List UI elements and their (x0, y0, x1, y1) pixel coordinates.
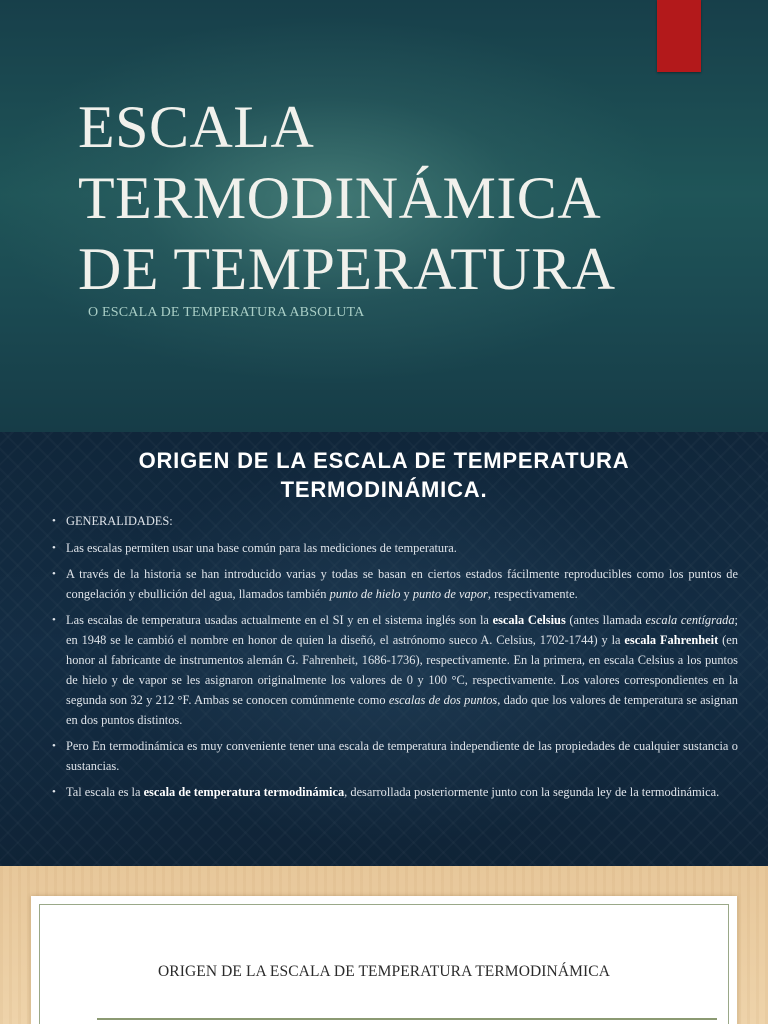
content-slide-title: ORIGEN DE LA ESCALA DE TEMPERATURA TERMODINÁMICA. (138, 448, 630, 502)
italic-term: punto de vapor (412, 587, 488, 601)
bullet-list (52, 511, 738, 808)
section-slide (0, 866, 768, 1024)
bold-term: escala de temperatura termodinámica (143, 785, 345, 799)
slide-title-line: ESCALA (78, 94, 315, 160)
red-accent-tab (657, 0, 701, 72)
bullet-text: Pero En termodinámica es muy conveniente tener una escala de temperatura independiente de las propiedades de cualquier sustancia o sustancias. (66, 739, 738, 773)
bold-term: escala Celsius (492, 613, 566, 627)
bullet-text: , desarrollada posteriormente junto con la segunda ley de la termodinámica. (344, 785, 720, 799)
bullet-item (52, 538, 738, 558)
divider (97, 1018, 717, 1020)
section-card (31, 896, 737, 1024)
bullet-text: (antes llamada (565, 613, 646, 627)
bullet-item (52, 610, 738, 730)
bullet-item (52, 564, 738, 604)
bullet-item (52, 511, 738, 531)
bullet-text: Las escalas permiten usar una base común para las mediciones de temperatura. (66, 541, 457, 555)
card-frame (39, 904, 729, 1024)
bullet-text: Tal escala es la (66, 785, 144, 799)
title-slide (0, 0, 768, 432)
bullet-text: A través de la historia se han introducido varias y todas se basan en ciertos estados fácilmente reproducibles como los puntos de congelación y ebullición del agua, llamados también (66, 567, 738, 601)
bullet-text: ; en 1948 se le cambió el nombre en honor de quien la diseñó, el astrónomo sueco A. Celsius, 1702-1744) y la (66, 613, 738, 647)
slide-title (78, 92, 738, 305)
italic-term: escalas de dos puntos, (388, 693, 501, 707)
bold-term: escala Fahrenheit (624, 633, 719, 647)
content-slide (0, 432, 768, 866)
bullet-item (52, 782, 738, 802)
slide-subtitle: O ESCALA DE TEMPERATURA ABSOLUTA (88, 305, 365, 320)
bullet-text: (en honor al fabricante de instrumentos alemán G. Fahrenheit, 1686-1736), respectivamente. En la primera, en escala Celsius a los puntos de hielo y de vapor se les asignaron originalmente los valores de 0 y 100 °C, respectivamente. Los valores correspondientes en la segunda son 32 y 212 °F. Ambas se conocen comúnmente como (66, 633, 738, 707)
bullet-item (52, 736, 738, 776)
bullet-text: y (400, 587, 413, 601)
bullet-text: GENERALIDADES: (66, 514, 173, 528)
italic-term: escala centígrada (645, 613, 735, 627)
slide-title-line: TERMODINÁMICA (78, 165, 602, 231)
section-title: ORIGEN DE LA ESCALA DE TEMPERATURA TERMODINÁMICA (157, 963, 611, 980)
bullet-text: Las escalas de temperatura usadas actualmente en el SI y en el sistema inglés son la (66, 613, 493, 627)
bullet-text: dado que los valores de temperatura se asignan en dos puntos distintos. (66, 693, 739, 727)
italic-term: punto de hielo (329, 587, 401, 601)
slide-title-line: DE TEMPERATURA (78, 236, 616, 302)
bullet-text: , respectivamente. (487, 587, 578, 601)
